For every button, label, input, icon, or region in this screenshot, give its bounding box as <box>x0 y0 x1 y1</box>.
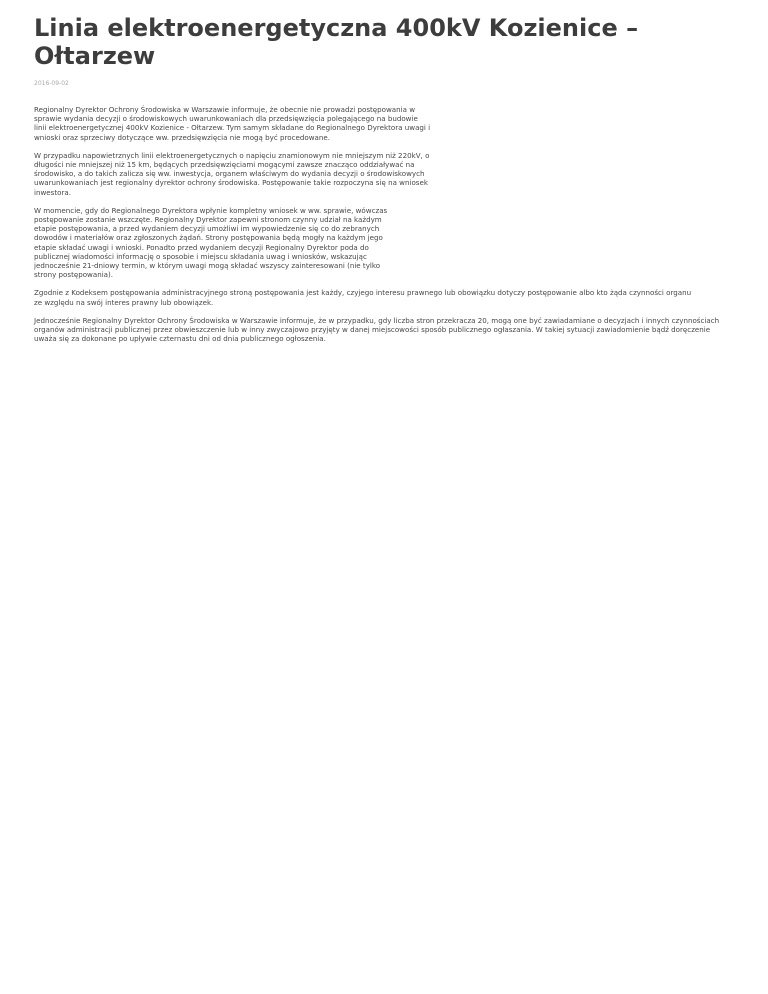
page-title: Linia elektroenergetyczna 400kV Kozienice – Ołtarzew <box>34 14 639 70</box>
article-paragraph-2: W przypadku napowietrznych linii elektroenergetycznych o napięciu znamionowym nie mniejszym niż 220kV, o długości nie mniejszej niż 15 km, będących przedsięwzięciami mogącymi zawsze znacząco oddziaływać na środowisko, a do takich zalicza się ww. inwestycja, organem właściwym do wydania decyzji o środowiskowych uwarunkowaniach jest regionalny dyrektor ochrony środowiska. Postępowanie takie rozpoczyna się na wniosek inwestora. <box>34 150 430 197</box>
article-paragraph-1: Regionalny Dyrektor Ochrony Środowiska w Warszawie informuje, że obecnie nie prowadzi postępowania w sprawie wydania decyzji o środowiskowych uwarunkowaniach dla przedsięwzięcia polegającego na budowie linii elektroenergetycznej 400kV Kozienice - Ołtarzew. Tym samym składane do Regionalnego Dyrektora uwagi i wnioski oraz sprzeciwy dotyczące ww. przedsięwzięcia nie mogą być procedowane. <box>34 105 431 142</box>
article-paragraph-3: W momencie, gdy do Regionalnego Dyrektora wpłynie kompletny wniosek w ww. sprawie, wówczas postępowanie zostanie wszczęte. Regionalny Dyrektor zapewni stronom czynny udział na każdym etapie postępowania, a przed wydaniem decyzji umożliwi im wypowiedzenie się co do zebranych dowodów i materiałów oraz zgłoszonych żądań. Strony postępowania będą mogły na każdym jego etapie składać uwagi i wnioski. Ponadto przed wydaniem decyzji Regionalny Dyrektor poda do publicznej wiadomości informację o sposobie i miejscu składania uwag i wniosków, wskazując jednocześnie 21-dniowy termin, w którym uwagi mogą składać wszyscy zainteresowani (nie tylko strony postępowania). <box>34 205 388 280</box>
article <box>34 14 734 343</box>
article-paragraph-5: Jednocześnie Regionalny Dyrektor Ochrony Środowiska w Warszawie informuje, że w przypadku, gdy liczba stron przekracza 20, mogą one być zawiadamiane o decyzjach i innych czynnościach organów administracji publicznej przez obwieszczenie lub w inny zwyczajowo przyjęty w danej miejscowości sposób publicznego ogłaszania. W takiej sytuacji zawiadomienie bądź doręczenie uważa się za dokonane po upływie czternastu dni od dnia publicznego ogłoszenia. <box>34 315 720 344</box>
publication-date: 2016-09-02 <box>34 80 69 87</box>
article-paragraph-4: Zgodnie z Kodeksem postępowania administracyjnego stroną postępowania jest każdy, czyjego interesu prawnego lub obowiązku dotyczy postępowanie albo kto żąda czynności organu ze względu na swój interes prawny lub obowiązek. <box>34 288 692 307</box>
